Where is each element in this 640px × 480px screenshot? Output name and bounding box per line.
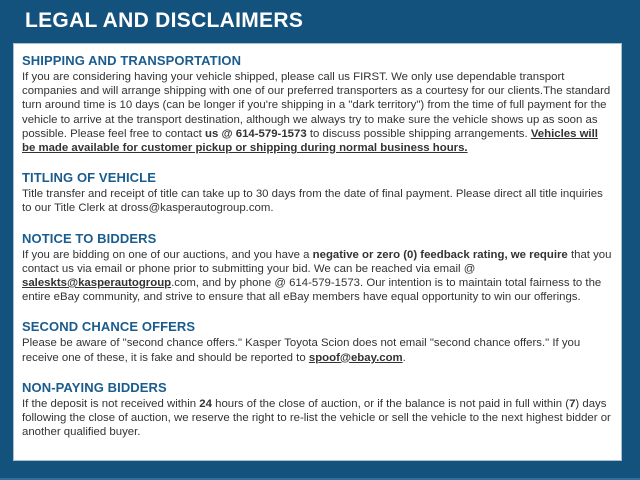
page-title: LEGAL AND DISCLAIMERS bbox=[25, 9, 304, 32]
legal-section bbox=[22, 380, 612, 440]
section-paragraph bbox=[22, 70, 612, 155]
section-paragraph bbox=[22, 336, 612, 364]
email-text: spoof@ebay.com bbox=[308, 351, 403, 364]
text-segment: If you are bidding on one of our auctions, and you have a bbox=[22, 248, 313, 261]
section-heading: NON-PAYING BIDDERS bbox=[22, 379, 167, 395]
sections-container bbox=[14, 44, 621, 439]
section-heading: NOTICE TO BIDDERS bbox=[22, 230, 157, 246]
text-segment: to discuss possible shipping arrangements. bbox=[306, 127, 531, 140]
section-paragraph bbox=[22, 187, 612, 215]
section-paragraph bbox=[22, 248, 612, 305]
disclaimers-panel bbox=[13, 43, 622, 461]
text-segment: . bbox=[402, 351, 406, 364]
text-segment: If the deposit is not received within bbox=[22, 397, 200, 410]
text-segment: ) days following the close of auction, we reserve the right to re-list the vehicle or sell the vehicle to the next highest bidder or another qualified buyer. bbox=[22, 397, 611, 439]
text-segment: that you contact us via email or phone prior to submitting your bid. We can be reached via email @ bbox=[22, 248, 612, 275]
legal-section bbox=[22, 53, 612, 155]
text-segment: .com, and by phone @ 614-579-1573. Our intention is to maintain total fairness to the entire eBay community, and strive to ensure that all eBay members have equal opportunity to win our offerings. bbox=[22, 277, 602, 304]
text-segment: 7 bbox=[569, 397, 576, 410]
title-bar bbox=[0, 0, 640, 43]
section-heading: SECOND CHANCE OFFERS bbox=[22, 319, 196, 335]
legal-section bbox=[22, 319, 612, 364]
text-segment: If you are considering having your vehicle shipped, please call us FIRST. We only use dependable transport companies and will arrange shipping with one of our preferred transporters as a courtesy for our clients.The standard turn around time is 10 days (can be longer if you're shipping in a "dark territory") from the time of full payment for the vehicle to arrive at the transport destination, although we always try to make sure the vehicle shows up as soon as possible. Please feel free to contact bbox=[22, 71, 611, 140]
legal-section bbox=[22, 170, 612, 215]
section-heading: SHIPPING AND TRANSPORTATION bbox=[22, 53, 242, 68]
section-paragraph bbox=[22, 397, 612, 440]
text-segment: 24 bbox=[199, 397, 212, 410]
text-segment: Title transfer and receipt of title can take up to 30 days from the date of final payment. Please direct all title inquiries to our Title Clerk at dross@kasperautogroup.com. bbox=[22, 188, 603, 215]
section-heading: TITLING OF VEHICLE bbox=[22, 170, 156, 186]
text-segment: hours of the close of auction, or if the balance is not paid in full within ( bbox=[211, 397, 570, 410]
text-segment: negative or zero (0) feedback rating, we require bbox=[312, 248, 568, 261]
phone-text: us @ 614-579-1573 bbox=[205, 127, 307, 140]
email-text: saleskts@kasperautogroup bbox=[22, 277, 172, 290]
text-segment: Vehicles will be made available for customer pickup or shipping during normal business hours. bbox=[22, 127, 598, 155]
legal-section bbox=[22, 231, 612, 305]
text-segment: Please be aware of "second chance offers." Kasper Toyota Scion does not email "second chance offers." If you receive one of these, it is fake and should be reported to bbox=[22, 337, 581, 364]
